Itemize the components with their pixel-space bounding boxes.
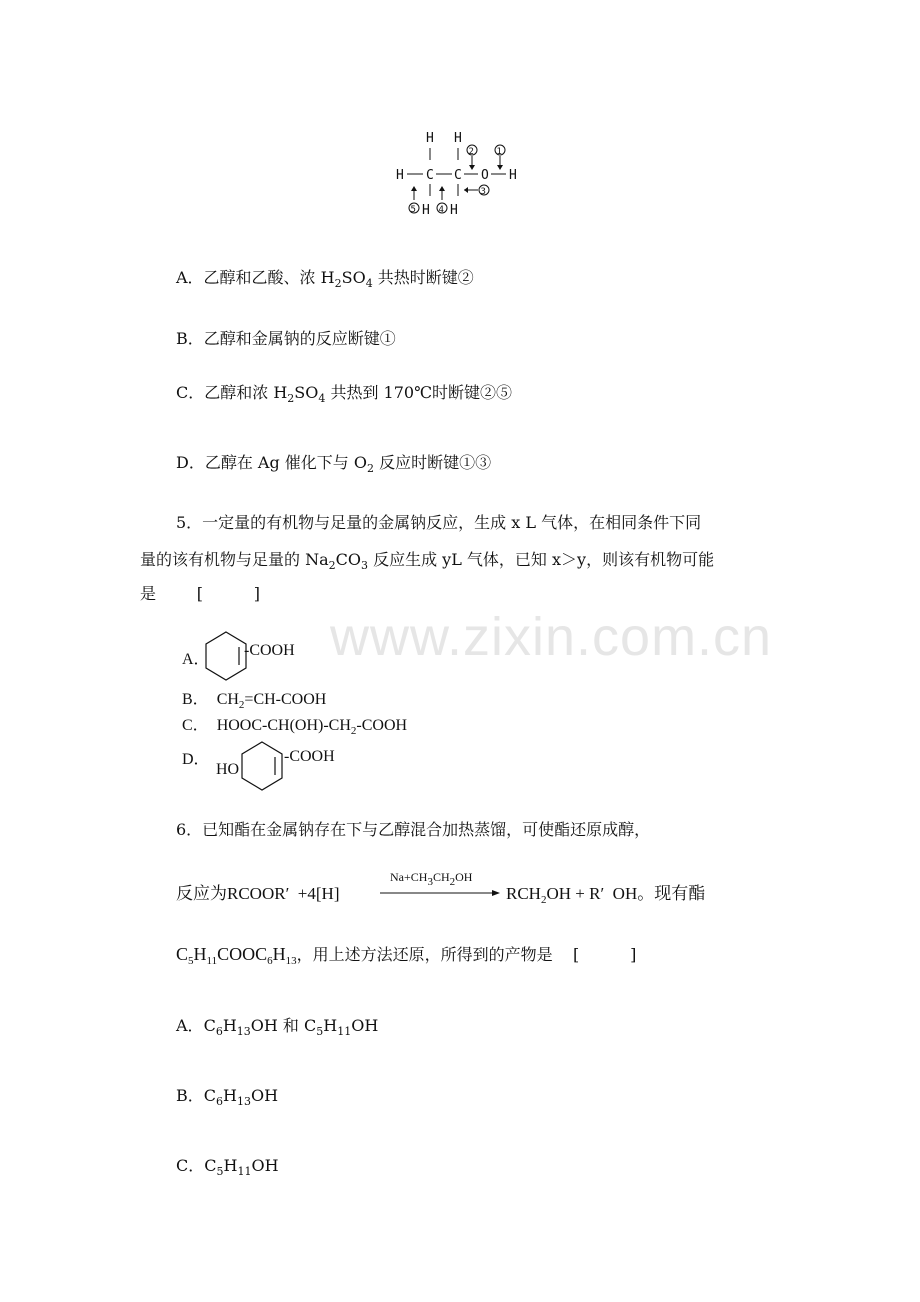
atom-h-right: H (509, 168, 517, 183)
q4-option-c: C．乙醇和浓 $H_2SO_4$ 共热到 170℃时断键②⑤ (176, 383, 512, 405)
ethanol-structure-diagram (392, 126, 532, 222)
watermark: www.zixin.com.cn (330, 607, 773, 667)
q5-option-b: B． $CH_2=CH$-COOH (182, 691, 327, 711)
atom-h-left: H (396, 168, 404, 183)
q6-option-c: C．$C_5H_{11}OH$ (176, 1156, 279, 1178)
benzene-ring-icon (240, 740, 284, 792)
q4-option-b: B．乙醇和金属钠的反应断键① (176, 329, 396, 348)
atom-h-bottom-1: H (422, 203, 430, 218)
atom-c2: C (454, 168, 462, 183)
atom-h-top-2: H (454, 131, 462, 146)
q6-line1: 6．已知酯在金属钠存在下与乙醇混合加热蒸馏，可使酯还原成醇， (176, 820, 651, 839)
svg-text:1: 1 (496, 147, 502, 157)
q6-equation-condition: $Na+CH_3CH_2OH$ (390, 870, 473, 888)
reaction-arrow-icon (380, 888, 500, 898)
svg-text:2: 2 (468, 147, 474, 157)
q5-option-c: C． HOOC-$CH(OH)-CH_2$-COOH (182, 717, 408, 737)
q5-line2: 量的该有机物与足量的 $Na_2CO_3$ 反应生成 yL 气体，已知 x＞y，则该有机物可能 (140, 550, 715, 572)
q5-option-d-label: D． (182, 751, 210, 768)
svg-text:4: 4 (438, 205, 444, 215)
q6-equation-right: $RCH_2OH + R'$ OH。现有酯 (506, 884, 706, 906)
svg-text:5: 5 (410, 205, 416, 215)
q5-line1: 5．一定量的有机物与足量的金属钠反应，生成 x L 气体，在相同条件下同 (176, 513, 702, 532)
atom-h-top-1: H (426, 131, 434, 146)
q5-option-a-group: -COOH (244, 642, 295, 659)
atom-o: O (481, 168, 489, 183)
q6-equation-left: 反应为RCOOR′ +4[H] (176, 884, 340, 903)
svg-text:3: 3 (480, 187, 486, 197)
q5-option-a-label: A． (182, 651, 210, 668)
q6-option-a: A．$C_6H_{13}OH$ 和 $C_5H_{11}OH$ (176, 1016, 379, 1038)
atom-c1: C (426, 168, 434, 183)
q5-option-d-hydroxyl: HO (216, 761, 240, 778)
atom-h-bottom-2: H (450, 203, 458, 218)
q5-line3: 是 [ ] (140, 584, 261, 603)
q6-option-b: B．$C_6H_{13}OH$ (176, 1086, 279, 1108)
q4-option-d: D．乙醇在 Ag 催化下与 $O_2$ 反应时断键①③ (176, 453, 492, 475)
q5-option-d-group: -COOH (284, 748, 335, 765)
q6-ester-line: $C_5H_{11}COOC_6H_{13}$，用上述方法还原，所得到的产物是 [ ] (176, 944, 637, 967)
q4-option-a: A．乙醇和乙酸、浓 $H_2SO_4$ 共热时断键② (176, 268, 474, 290)
benzene-ring-icon (204, 630, 248, 682)
